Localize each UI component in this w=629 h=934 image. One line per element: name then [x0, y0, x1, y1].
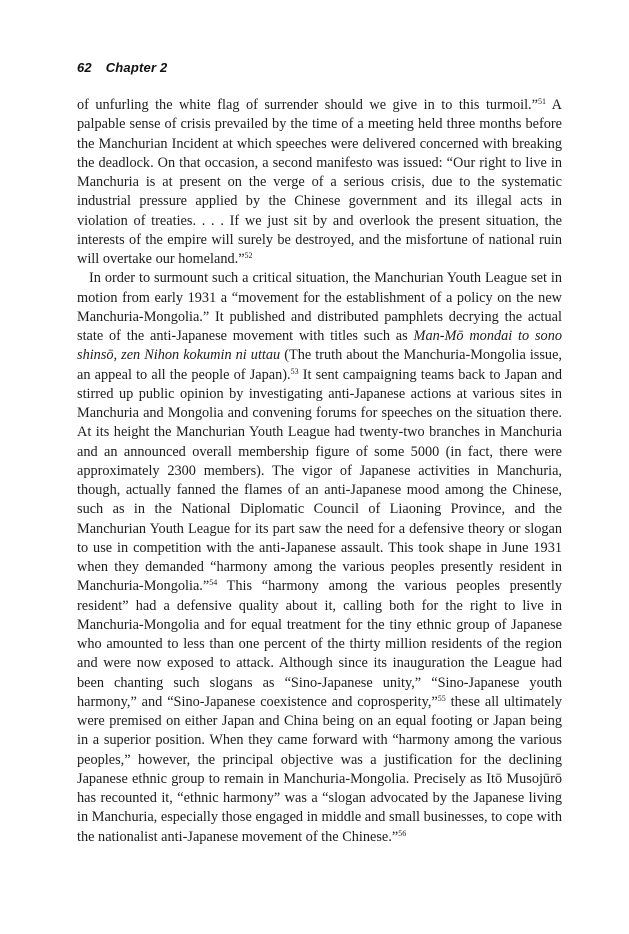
text-run: It sent campaigning teams back to Japan and stirred up public opinion by investigating anti-Japanese actions at various sites in Manchuria and Mongolia and convening forums for speeches on the situation there. At its height the Manchurian Youth League had twenty-two branches in Manchuria and an announced overall membership figure of some 5000 (in fact, there were approximately 2300 members). The vigor of Japanese activities in Manchuria, though, actually fanned the flames of an anti-Japanese mood among the Chinese, such as in the National Diplomatic Council of Liaoning Province, and the Manchurian Youth League for its part saw the need for a defensive theory or slogan to use in competition with the anti-Japanese assault. This took shape in June 1931 when they demanded “harmony among the various peoples presently resident in Manchuria-Mongolia.” [77, 366, 562, 595]
footnote-ref: 56 [398, 828, 407, 838]
text-run: In order to surmount such a critical situation, the Manchurian Youth League set in motion from early 1931 a “movement for the establishment of a policy on the new Manchuria-Mongolia.” It published and distributed pamphlets decrying the actual state of the anti-Japanese movement with titles such as [77, 270, 562, 344]
running-head [77, 60, 167, 75]
footnote-ref: 52 [244, 251, 253, 260]
italic-title: Man-Mō mondai to sono shinsō, zen Nihon kokumin ni uttau [77, 328, 562, 364]
text-run: This “harmony among the various peoples presently resident” had a defensive quality about it, calling both for the right to live in Manchuria-Mongolia and for equal treatment for the tiny ethnic group of Japanese who amounted to less than one percent of the thirty million residents of the region and were now exposed to attack. Although since its inauguration the League had been chanting such slogans as “Sino-Japanese unity,” “Sino-Japanese youth harmony,” and “Sino-Japanese coexistence and coprosperity,” [77, 578, 562, 710]
page-number: 62 [77, 60, 92, 75]
text-run: of unfurling the white flag of surrender should we give in to this turmoil.” [77, 97, 538, 113]
text-run: these all ultimately were premised on either Japan and China being on an equal footing or Japan being in a superior position. When they came forward with “harmony among the various peoples,” however, the principal objective was a justification for the declining Japanese ethnic group to remain in Manchuria-Mongolia. Precisely as Itō Musojūrō has recounted it, “ethnic harmony” was a “slogan advocated by the Japanese living in Manchuria, especially those engaged in middle and small businesses, to cope with the nationalist anti-Japanese movement of the Chinese.” [77, 693, 562, 845]
chapter-label: Chapter 2 [105, 60, 168, 75]
paragraph-1 [77, 96, 562, 269]
body-text [77, 96, 562, 847]
text-run: (The truth about the Manchuria-Mongolia issue, an appeal to all the people of Japan). [77, 347, 562, 383]
footnote-ref: 51 [537, 97, 546, 106]
text-run: A palpable sense of crisis prevailed by the time of a meeting held three months before the Manchurian Incident at which speeches were delivered concerned with breaking the deadlock. On that occasion, a second manifesto was issued: “Our right to live in Manchuria is at present on the verge of a serious crisis, due to the systematic industrial pressure applied by the Chinese government and its illegal acts in violation of treaties. . . . If we just sit by and overlook the present situation, the interests of the empire will surely be destroyed, and the misfortune of national ruin will overtake our homeland.” [77, 97, 562, 267]
footnote-ref: 55 [437, 693, 446, 703]
paragraph-2 [77, 269, 562, 847]
footnote-ref: 54 [209, 578, 218, 588]
footnote-ref: 53 [290, 366, 299, 376]
